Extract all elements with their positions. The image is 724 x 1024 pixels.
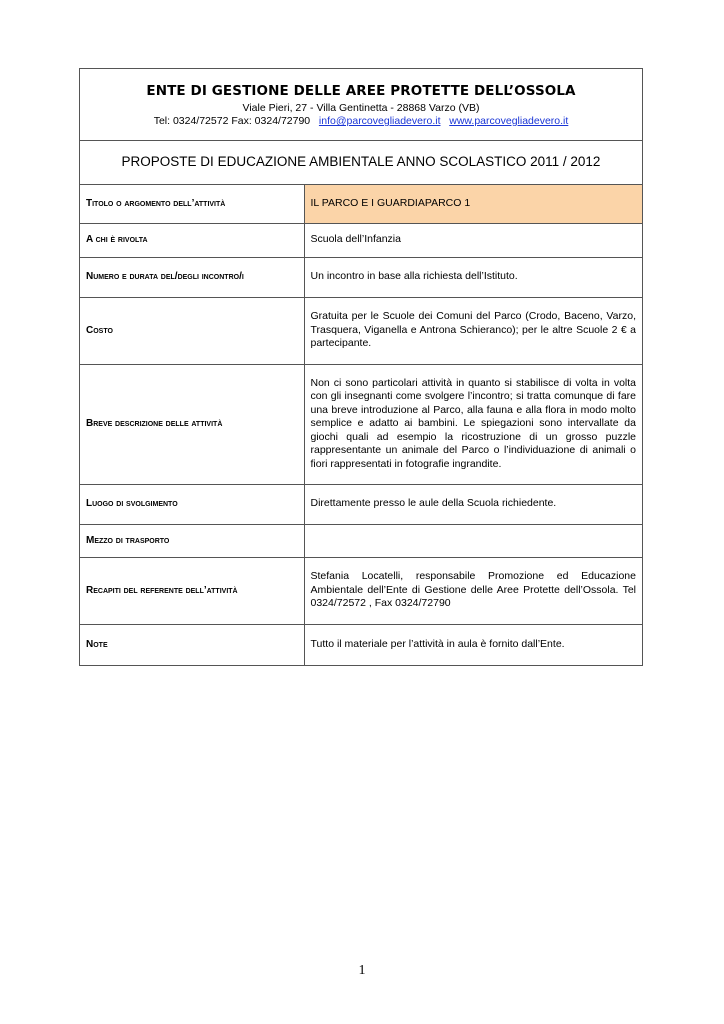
table-row xyxy=(80,624,642,665)
row-value: IL PARCO E I GUARDIAPARCO 1 xyxy=(304,185,642,223)
table-row xyxy=(80,557,642,624)
organization-contacts xyxy=(80,115,642,127)
organization-address: Viale Pieri, 27 - Villa Gentinetta - 28868 Varzo (VB) xyxy=(242,102,480,114)
organization-title: ENTE DI GESTIONE DELLE AREE PROTETTE DELL’OSSOLA xyxy=(146,83,576,99)
row-value: Direttamente presso le aule della Scuola richiedente. xyxy=(304,484,642,524)
page-number: 1 xyxy=(358,963,366,978)
email-link[interactable]: info@parcovegliadevero.it xyxy=(318,115,441,127)
table-row xyxy=(80,185,642,223)
row-label: Breve descrizione delle attività xyxy=(80,364,304,484)
website-link[interactable]: www.parcovegliadevero.it xyxy=(449,115,569,127)
phone-fax-text: Tel: 0324/72572 Fax: 0324/72790 xyxy=(153,115,311,127)
row-label: Luogo di svolgimento xyxy=(80,484,304,524)
row-label: Titolo o argomento dell’attività xyxy=(80,185,304,223)
row-value: Stefania Locatelli, responsabile Promozione ed Educazione Ambientale dell’Ente di Gestione delle Aree Protette dell’Ossola. Tel 0324/72572 , Fax 0324/72790 xyxy=(304,557,642,624)
document-frame xyxy=(79,68,643,666)
row-value: Tutto il materiale per l’attività in aula è fornito dall’Ente. xyxy=(304,624,642,665)
row-value xyxy=(304,524,642,557)
organization-header xyxy=(80,69,642,141)
table-row xyxy=(80,223,642,257)
table-row xyxy=(80,257,642,297)
activity-table xyxy=(80,185,642,665)
row-value: Un incontro in base alla richiesta dell’Istituto. xyxy=(304,257,642,297)
document-subtitle: PROPOSTE DI EDUCAZIONE AMBIENTALE ANNO SCOLASTICO 2011 / 2012 xyxy=(80,141,642,185)
table-row xyxy=(80,484,642,524)
row-label: A chi è rivolta xyxy=(80,223,304,257)
row-label: Numero e durata del/degli incontro/i xyxy=(80,257,304,297)
row-label: Note xyxy=(80,624,304,665)
table-row xyxy=(80,364,642,484)
table-row xyxy=(80,524,642,557)
row-value: Scuola dell’Infanzia xyxy=(304,223,642,257)
table-row xyxy=(80,297,642,364)
row-value: Gratuita per le Scuole dei Comuni del Parco (Crodo, Baceno, Varzo, Trasquera, Viganella e Antrona Schieranco); per le altre Scuole 2 € a partecipante. xyxy=(304,297,642,364)
row-label: Costo xyxy=(80,297,304,364)
row-label: Recapiti del referente dell’attività xyxy=(80,557,304,624)
row-label: Mezzo di trasporto xyxy=(80,524,304,557)
row-value: Non ci sono particolari attività in quanto si stabilisce di volta in volta con gli insegnanti come svolgere l’incontro; si tratta comunque di fare una breve introduzione al Parco, alla fauna e alla flora in modo molto semplice e adatto ai bambini. Le spiegazioni sono intervallate da giochi quali ad esempio la ricostruzione di un grosso puzzle rappresentante un animale del Parco o l’individuazione di animali o fiori rappresentati in fotografie ingrandite. xyxy=(304,364,642,484)
